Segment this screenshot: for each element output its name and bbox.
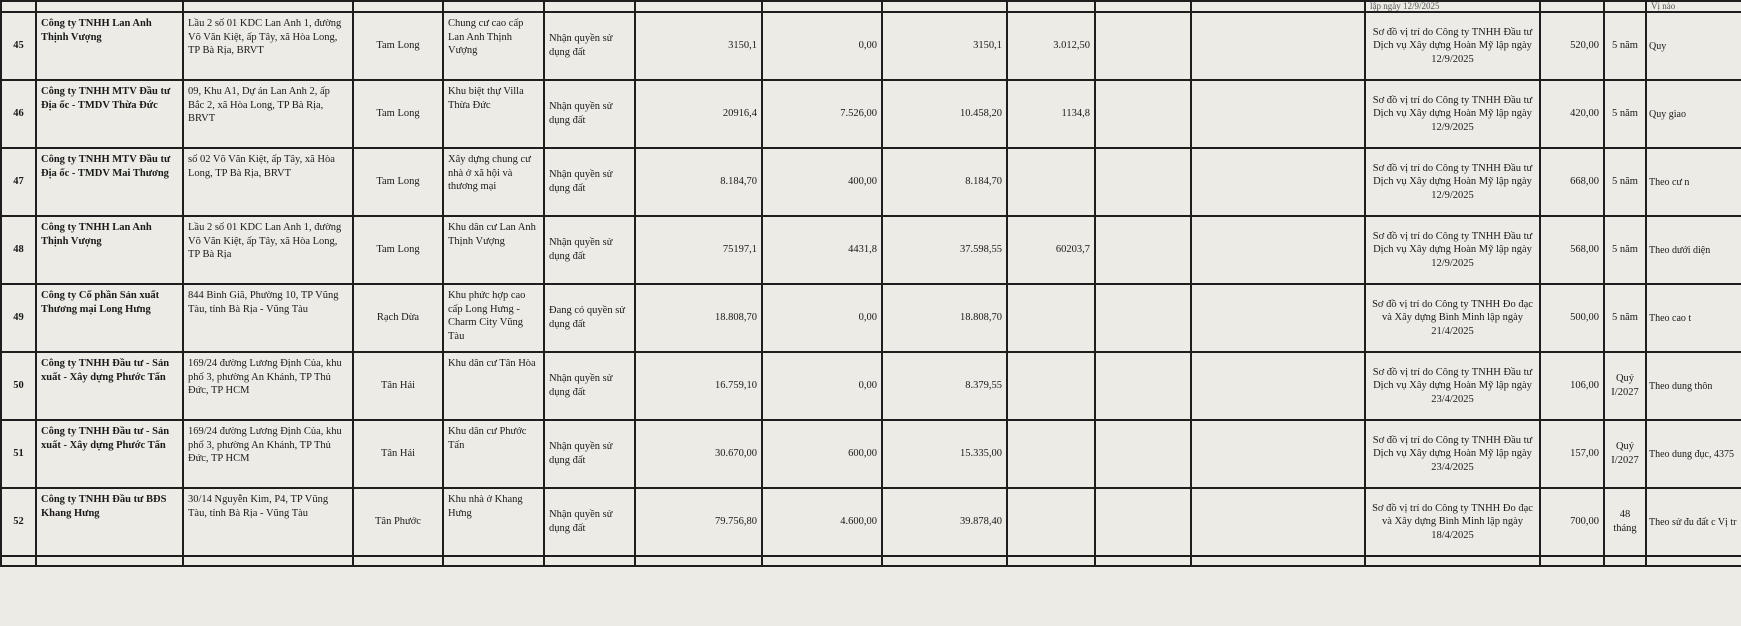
company-name: Công ty TNHH Lan Anh Thịnh Vượng: [36, 12, 183, 80]
table-row: [1, 488, 1741, 556]
area-a: 0,00: [762, 284, 882, 352]
row-number: 49: [1, 284, 36, 352]
empty-cell: [1191, 352, 1365, 420]
empty-cell: [1191, 12, 1365, 80]
area-c: 1134,8: [1007, 80, 1095, 148]
total-area: 79.756,80: [635, 488, 762, 556]
project-name: Khu phức hợp cao cấp Long Hưng - Charm City Vũng Tàu: [443, 284, 544, 352]
ward-name: Tân Phước: [353, 488, 443, 556]
area-a: 600,00: [762, 420, 882, 488]
ward-name: Tam Long: [353, 12, 443, 80]
empty-cell: [1095, 216, 1191, 284]
location-map-document: Sơ đồ vị trí do Công ty TNHH Đầu tư Dịch vụ Xây dựng Hoàn Mỹ lập ngày 12/9/2025: [1365, 148, 1540, 216]
company-name: Công ty TNHH Đầu tư BĐS Khang Hưng: [36, 488, 183, 556]
area-b: 37.598,55: [882, 216, 1007, 284]
note-cell: Theo cư n: [1646, 148, 1741, 216]
company-address: Lầu 2 số 01 KDC Lan Anh 1, đường Võ Văn Kiệt, ấp Tây, xã Hòa Long, TP Bà Rịa, BRVT: [183, 12, 353, 80]
row-number: 51: [1, 420, 36, 488]
company-name: Công ty TNHH Lan Anh Thịnh Vượng: [36, 216, 183, 284]
total-area: 16.759,10: [635, 352, 762, 420]
table-row: [1, 216, 1741, 284]
investment-capital: 700,00: [1540, 488, 1604, 556]
total-area: 30.670,00: [635, 420, 762, 488]
area-b: 8.184,70: [882, 148, 1007, 216]
investment-capital: 568,00: [1540, 216, 1604, 284]
company-name: Công ty Cổ phần Sản xuất Thương mại Long Hưng: [36, 284, 183, 352]
area-a: 400,00: [762, 148, 882, 216]
location-map-document: Sơ đồ vị trí do Công ty TNHH Đo đạc và Xây dựng Bình Minh lập ngày 18/4/2025: [1365, 488, 1540, 556]
table-row: [1, 12, 1741, 80]
area-a: 4431,8: [762, 216, 882, 284]
project-name: Khu nhà ở Khang Hưng: [443, 488, 544, 556]
company-address: 169/24 đường Lương Định Của, khu phố 3, phường An Khánh, TP Thủ Đức, TP HCM: [183, 352, 353, 420]
area-b: 3150,1: [882, 12, 1007, 80]
company-address: 844 Bình Giã, Phường 10, TP Vũng Tàu, tỉnh Bà Rịa - Vũng Tàu: [183, 284, 353, 352]
note-cell: Theo dung thôn: [1646, 352, 1741, 420]
total-area: 3150,1: [635, 12, 762, 80]
location-map-document: Sơ đồ vị trí do Công ty TNHH Đầu tư Dịch vụ Xây dựng Hoàn Mỹ lập ngày 12/9/2025: [1365, 80, 1540, 148]
location-map-document: Sơ đồ vị trí do Công ty TNHH Đầu tư Dịch vụ Xây dựng Hoàn Mỹ lập ngày 12/9/2025: [1365, 216, 1540, 284]
total-area: 8.184,70: [635, 148, 762, 216]
table-row: [1, 352, 1741, 420]
land-origin: Nhận quyền sử dụng đất: [544, 216, 635, 284]
area-a: 4.600,00: [762, 488, 882, 556]
area-b: 8.379,55: [882, 352, 1007, 420]
note-cell: Theo cao t: [1646, 284, 1741, 352]
area-c: [1007, 284, 1095, 352]
ward-name: Tân Hải: [353, 352, 443, 420]
ward-name: Tam Long: [353, 80, 443, 148]
table-row-partial-top: [1, 1, 1741, 12]
area-b: 18.808,70: [882, 284, 1007, 352]
empty-cell: [1191, 216, 1365, 284]
location-map-document: Sơ đồ vị trí do Công ty TNHH Đầu tư Dịch vụ Xây dựng Hoàn Mỹ lập ngày 23/4/2025: [1365, 420, 1540, 488]
company-address: 169/24 đường Lương Định Của, khu phố 3, phường An Khánh, TP Thủ Đức, TP HCM: [183, 420, 353, 488]
investment-capital: 500,00: [1540, 284, 1604, 352]
note-cell: Theo sử đu đất c Vị tr: [1646, 488, 1741, 556]
note-cell: Theo dung đục, 4375: [1646, 420, 1741, 488]
note-cell: Quy giao: [1646, 80, 1741, 148]
empty-cell: [1095, 488, 1191, 556]
land-origin: Nhận quyền sử dụng đất: [544, 148, 635, 216]
table-row: [1, 420, 1741, 488]
location-map-document: Sơ đồ vị trí do Công ty TNHH Đầu tư Dịch vụ Xây dựng Hoàn Mỹ lập ngày 23/4/2025: [1365, 352, 1540, 420]
land-origin: Đang có quyền sử dụng đất: [544, 284, 635, 352]
area-a: 0,00: [762, 352, 882, 420]
total-area: 75197,1: [635, 216, 762, 284]
row-number: 52: [1, 488, 36, 556]
area-a: 0,00: [762, 12, 882, 80]
ward-name: Tam Long: [353, 216, 443, 284]
ward-name: Tân Hải: [353, 420, 443, 488]
land-origin: Nhận quyền sử dụng đất: [544, 420, 635, 488]
row-number: 50: [1, 352, 36, 420]
area-b: 10.458,20: [882, 80, 1007, 148]
location-map-document: Sơ đồ vị trí do Công ty TNHH Đầu tư Dịch vụ Xây dựng Hoàn Mỹ lập ngày 12/9/2025: [1365, 12, 1540, 80]
implementation-term: 48 tháng: [1604, 488, 1646, 556]
implementation-term: Quý I/2027: [1604, 352, 1646, 420]
partial-note-text: Vị nào: [1651, 1, 1676, 11]
table-row: [1, 148, 1741, 216]
project-name: Khu dân cư Lan Anh Thịnh Vượng: [443, 216, 544, 284]
empty-cell: [1095, 12, 1191, 80]
empty-cell: [1095, 148, 1191, 216]
land-origin: Nhận quyền sử dụng đất: [544, 352, 635, 420]
note-cell: Theo dưới diện: [1646, 216, 1741, 284]
company-address: 09, Khu A1, Dự án Lan Anh 2, ấp Bắc 2, xã Hòa Long, TP Bà Rịa, BRVT: [183, 80, 353, 148]
investment-capital: 157,00: [1540, 420, 1604, 488]
company-name: Công ty TNHH Đầu tư - Sản xuất - Xây dựng Phước Tấn: [36, 420, 183, 488]
table-row: [1, 284, 1741, 352]
empty-cell: [1095, 284, 1191, 352]
company-name: Công ty TNHH MTV Đầu tư Địa ốc - TMDV Thừa Đức: [36, 80, 183, 148]
empty-cell: [1191, 148, 1365, 216]
row-number: 48: [1, 216, 36, 284]
land-origin: Nhận quyền sử dụng đất: [544, 80, 635, 148]
table-row: [1, 80, 1741, 148]
area-b: 15.335,00: [882, 420, 1007, 488]
investment-capital: 420,00: [1540, 80, 1604, 148]
implementation-term: 5 năm: [1604, 216, 1646, 284]
project-name: Khu dân cư Tân Hòa: [443, 352, 544, 420]
project-name: Khu dân cư Phước Tấn: [443, 420, 544, 488]
investment-capital: 520,00: [1540, 12, 1604, 80]
area-c: [1007, 420, 1095, 488]
land-origin: Nhận quyền sử dụng đất: [544, 488, 635, 556]
area-a: 7.526,00: [762, 80, 882, 148]
partial-map-text: lập ngày 12/9/2025: [1370, 1, 1440, 11]
implementation-term: 5 năm: [1604, 148, 1646, 216]
ward-name: Tam Long: [353, 148, 443, 216]
land-origin: Nhận quyền sử dụng đất: [544, 12, 635, 80]
area-c: [1007, 148, 1095, 216]
empty-cell: [1191, 420, 1365, 488]
row-number: 46: [1, 80, 36, 148]
project-name: Xây dựng chung cư nhà ở xã hội và thương mại: [443, 148, 544, 216]
area-c: [1007, 352, 1095, 420]
company-name: Công ty TNHH Đầu tư - Sản xuất - Xây dựng Phước Tấn: [36, 352, 183, 420]
total-area: 18.808,70: [635, 284, 762, 352]
implementation-term: 5 năm: [1604, 80, 1646, 148]
empty-cell: [1095, 420, 1191, 488]
implementation-term: Quý I/2027: [1604, 420, 1646, 488]
company-address: 30/14 Nguyễn Kim, P4, TP Vũng Tàu, tỉnh Bà Rịa - Vũng Tàu: [183, 488, 353, 556]
total-area: 20916,4: [635, 80, 762, 148]
ward-name: Rạch Dừa: [353, 284, 443, 352]
location-map-document: Sơ đồ vị trí do Công ty TNHH Đo đạc và Xây dựng Bình Minh lập ngày 21/4/2025: [1365, 284, 1540, 352]
company-address: Lầu 2 số 01 KDC Lan Anh 1, đường Võ Văn Kiệt, ấp Tây, xã Hòa Long, TP Bà Rịa: [183, 216, 353, 284]
empty-cell: [1191, 284, 1365, 352]
empty-cell: [1191, 488, 1365, 556]
table-row-partial-bottom: [1, 556, 1741, 566]
note-cell: Quy: [1646, 12, 1741, 80]
investment-capital: 106,00: [1540, 352, 1604, 420]
table-body: [1, 12, 1741, 556]
company-address: số 02 Võ Văn Kiệt, ấp Tây, xã Hòa Long, TP Bà Rịa, BRVT: [183, 148, 353, 216]
row-number: 47: [1, 148, 36, 216]
implementation-term: 5 năm: [1604, 284, 1646, 352]
company-name: Công ty TNHH MTV Đầu tư Địa ốc - TMDV Mai Thương: [36, 148, 183, 216]
project-name: Chung cư cao cấp Lan Anh Thịnh Vượng: [443, 12, 544, 80]
area-b: 39.878,40: [882, 488, 1007, 556]
empty-cell: [1191, 80, 1365, 148]
empty-cell: [1095, 352, 1191, 420]
project-name: Khu biệt thự Villa Thừa Đức: [443, 80, 544, 148]
area-c: [1007, 488, 1095, 556]
area-c: 60203,7: [1007, 216, 1095, 284]
row-number: 45: [1, 12, 36, 80]
implementation-term: 5 năm: [1604, 12, 1646, 80]
area-c: 3.012,50: [1007, 12, 1095, 80]
empty-cell: [1095, 80, 1191, 148]
investment-capital: 668,00: [1540, 148, 1604, 216]
